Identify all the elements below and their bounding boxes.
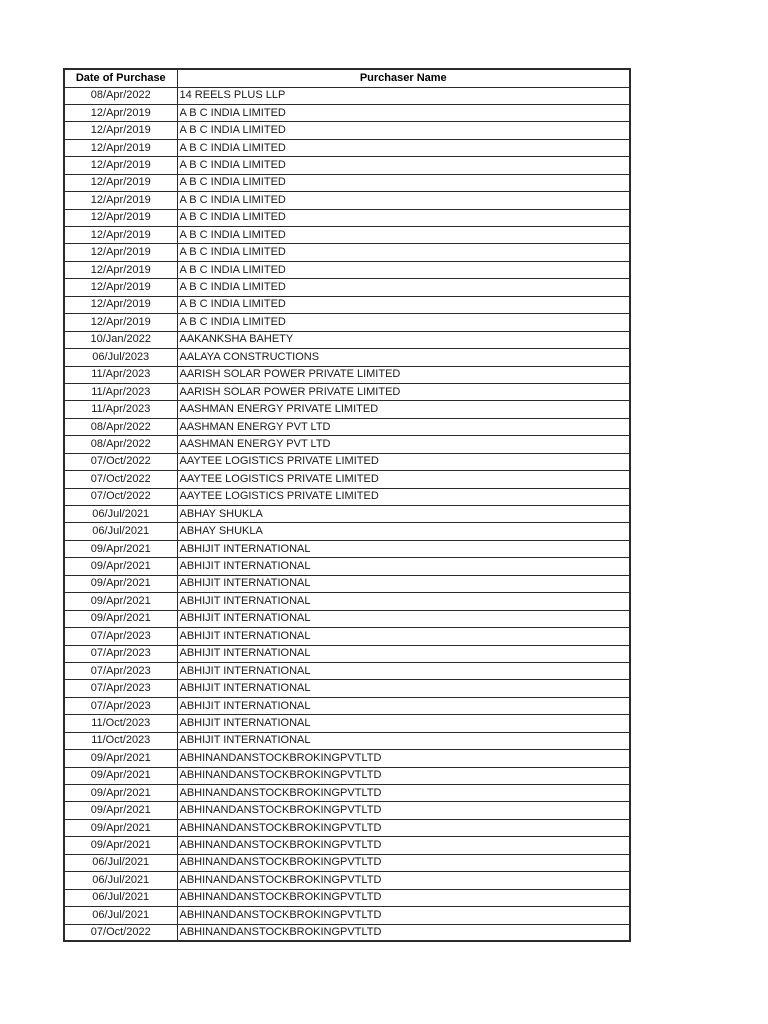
table-row	[64, 872, 630, 889]
table-row	[64, 924, 630, 941]
table-row	[64, 540, 630, 557]
table-row	[64, 697, 630, 714]
purchase-table-header	[64, 69, 630, 87]
date-of-purchase-cell: 12/Apr/2019	[64, 314, 177, 331]
date-of-purchase-cell: 09/Apr/2021	[64, 558, 177, 575]
table-row	[64, 436, 630, 453]
table-row	[64, 122, 630, 139]
table-row	[64, 715, 630, 732]
table-row	[64, 296, 630, 313]
table-row	[64, 558, 630, 575]
table-row	[64, 680, 630, 697]
table-row	[64, 279, 630, 296]
purchaser-name-cell: AARISH SOLAR POWER PRIVATE LIMITED	[177, 383, 630, 400]
purchaser-name-cell: ABHINANDANSTOCKBROKINGPVTLTD	[177, 872, 630, 889]
purchaser-name-cell: AAYTEE LOGISTICS PRIVATE LIMITED	[177, 453, 630, 470]
purchaser-name-cell: ABHINANDANSTOCKBROKINGPVTLTD	[177, 854, 630, 871]
date-of-purchase-cell: 12/Apr/2019	[64, 261, 177, 278]
table-row	[64, 488, 630, 505]
date-of-purchase-cell: 12/Apr/2019	[64, 209, 177, 226]
purchaser-name-cell: AASHMAN ENERGY PVT LTD	[177, 436, 630, 453]
purchaser-name-cell: ABHIJIT INTERNATIONAL	[177, 558, 630, 575]
table-row	[64, 645, 630, 662]
date-of-purchase-cell: 09/Apr/2021	[64, 540, 177, 557]
table-row	[64, 628, 630, 645]
table-row	[64, 837, 630, 854]
header-row	[64, 69, 630, 87]
purchaser-name-cell: ABHIJIT INTERNATIONAL	[177, 575, 630, 592]
purchaser-name-cell: A B C INDIA LIMITED	[177, 122, 630, 139]
purchaser-name-cell: ABHIJIT INTERNATIONAL	[177, 628, 630, 645]
date-of-purchase-cell: 09/Apr/2021	[64, 750, 177, 767]
purchaser-name-cell: ABHIJIT INTERNATIONAL	[177, 645, 630, 662]
date-of-purchase-cell: 11/Oct/2023	[64, 715, 177, 732]
date-of-purchase-cell: 06/Jul/2021	[64, 907, 177, 924]
date-of-purchase-cell: 09/Apr/2021	[64, 610, 177, 627]
purchaser-name-cell: A B C INDIA LIMITED	[177, 279, 630, 296]
purchaser-name-cell: A B C INDIA LIMITED	[177, 104, 630, 121]
date-of-purchase-cell: 12/Apr/2019	[64, 279, 177, 296]
purchaser-name-cell: AAYTEE LOGISTICS PRIVATE LIMITED	[177, 471, 630, 488]
date-of-purchase-cell: 06/Jul/2021	[64, 523, 177, 540]
purchaser-name-cell: A B C INDIA LIMITED	[177, 261, 630, 278]
purchaser-name-cell: AASHMAN ENERGY PRIVATE LIMITED	[177, 401, 630, 418]
date-of-purchase-cell: 07/Oct/2022	[64, 453, 177, 470]
table-row	[64, 174, 630, 191]
purchaser-name-cell: A B C INDIA LIMITED	[177, 139, 630, 156]
date-of-purchase-cell: 06/Jul/2021	[64, 506, 177, 523]
table-row	[64, 802, 630, 819]
purchaser-name-cell: AARISH SOLAR POWER PRIVATE LIMITED	[177, 366, 630, 383]
date-of-purchase-cell: 12/Apr/2019	[64, 244, 177, 261]
purchaser-name-cell: A B C INDIA LIMITED	[177, 227, 630, 244]
purchaser-name-cell: ABHINANDANSTOCKBROKINGPVTLTD	[177, 907, 630, 924]
purchaser-name-cell: AAKANKSHA BAHETY	[177, 331, 630, 348]
table-row	[64, 732, 630, 749]
table-row	[64, 593, 630, 610]
table-row	[64, 418, 630, 435]
table-row	[64, 104, 630, 121]
table-row	[64, 314, 630, 331]
purchaser-name-cell: A B C INDIA LIMITED	[177, 296, 630, 313]
purchaser-name-cell: ABHINANDANSTOCKBROKINGPVTLTD	[177, 802, 630, 819]
purchaser-name-cell: A B C INDIA LIMITED	[177, 174, 630, 191]
date-of-purchase-cell: 08/Apr/2022	[64, 418, 177, 435]
date-of-purchase-cell: 08/Apr/2022	[64, 87, 177, 104]
table-row	[64, 523, 630, 540]
date-of-purchase-cell: 12/Apr/2019	[64, 139, 177, 156]
date-of-purchase-cell: 12/Apr/2019	[64, 104, 177, 121]
purchaser-name-cell: ABHAY SHUKLA	[177, 506, 630, 523]
purchaser-name-cell: A B C INDIA LIMITED	[177, 209, 630, 226]
table-row	[64, 227, 630, 244]
purchaser-name-cell: ABHINANDANSTOCKBROKINGPVTLTD	[177, 785, 630, 802]
date-of-purchase-cell: 09/Apr/2021	[64, 785, 177, 802]
purchaser-name-cell: ABHIJIT INTERNATIONAL	[177, 593, 630, 610]
purchaser-name-cell: ABHAY SHUKLA	[177, 523, 630, 540]
column-header-date-of-purchase: Date of Purchase	[64, 69, 177, 87]
table-row	[64, 453, 630, 470]
date-of-purchase-cell: 07/Apr/2023	[64, 662, 177, 679]
date-of-purchase-cell: 09/Apr/2021	[64, 767, 177, 784]
date-of-purchase-cell: 11/Apr/2023	[64, 366, 177, 383]
date-of-purchase-cell: 09/Apr/2021	[64, 575, 177, 592]
table-row	[64, 610, 630, 627]
date-of-purchase-cell: 06/Jul/2021	[64, 889, 177, 906]
date-of-purchase-cell: 12/Apr/2019	[64, 227, 177, 244]
purchaser-name-cell: A B C INDIA LIMITED	[177, 244, 630, 261]
purchaser-name-cell: ABHIJIT INTERNATIONAL	[177, 662, 630, 679]
table-row	[64, 157, 630, 174]
purchase-table-body	[64, 87, 630, 941]
purchaser-name-cell: AAYTEE LOGISTICS PRIVATE LIMITED	[177, 488, 630, 505]
table-row	[64, 209, 630, 226]
table-row	[64, 401, 630, 418]
table-row	[64, 854, 630, 871]
date-of-purchase-cell: 06/Jul/2021	[64, 854, 177, 871]
table-row	[64, 383, 630, 400]
table-row	[64, 261, 630, 278]
purchaser-name-cell: ABHINANDANSTOCKBROKINGPVTLTD	[177, 924, 630, 941]
date-of-purchase-cell: 09/Apr/2021	[64, 837, 177, 854]
table-row	[64, 471, 630, 488]
purchaser-name-cell: ABHIJIT INTERNATIONAL	[177, 732, 630, 749]
table-row	[64, 244, 630, 261]
date-of-purchase-cell: 07/Apr/2023	[64, 645, 177, 662]
column-header-purchaser-name: Purchaser Name	[177, 69, 630, 87]
purchaser-name-cell: A B C INDIA LIMITED	[177, 314, 630, 331]
table-row	[64, 575, 630, 592]
date-of-purchase-cell: 07/Apr/2023	[64, 697, 177, 714]
purchaser-name-cell: AALAYA CONSTRUCTIONS	[177, 349, 630, 366]
table-row	[64, 506, 630, 523]
date-of-purchase-cell: 11/Apr/2023	[64, 383, 177, 400]
table-row	[64, 366, 630, 383]
date-of-purchase-cell: 12/Apr/2019	[64, 157, 177, 174]
purchaser-name-cell: A B C INDIA LIMITED	[177, 192, 630, 209]
table-row	[64, 819, 630, 836]
purchase-table	[63, 68, 631, 942]
purchaser-name-cell: ABHINANDANSTOCKBROKINGPVTLTD	[177, 837, 630, 854]
date-of-purchase-cell: 07/Oct/2022	[64, 488, 177, 505]
table-row	[64, 349, 630, 366]
table-row	[64, 331, 630, 348]
date-of-purchase-cell: 10/Jan/2022	[64, 331, 177, 348]
table-row	[64, 192, 630, 209]
purchaser-name-cell: ABHINANDANSTOCKBROKINGPVTLTD	[177, 767, 630, 784]
table-row	[64, 889, 630, 906]
table-row	[64, 87, 630, 104]
table-row	[64, 662, 630, 679]
date-of-purchase-cell: 12/Apr/2019	[64, 192, 177, 209]
purchaser-name-cell: ABHIJIT INTERNATIONAL	[177, 697, 630, 714]
date-of-purchase-cell: 06/Jul/2021	[64, 872, 177, 889]
date-of-purchase-cell: 09/Apr/2021	[64, 819, 177, 836]
purchaser-name-cell: 14 REELS PLUS LLP	[177, 87, 630, 104]
table-row	[64, 750, 630, 767]
date-of-purchase-cell: 09/Apr/2021	[64, 802, 177, 819]
table-row	[64, 785, 630, 802]
purchaser-name-cell: ABHIJIT INTERNATIONAL	[177, 540, 630, 557]
purchaser-name-cell: ABHIJIT INTERNATIONAL	[177, 715, 630, 732]
date-of-purchase-cell: 12/Apr/2019	[64, 122, 177, 139]
purchaser-name-cell: A B C INDIA LIMITED	[177, 157, 630, 174]
date-of-purchase-cell: 11/Apr/2023	[64, 401, 177, 418]
purchaser-name-cell: ABHINANDANSTOCKBROKINGPVTLTD	[177, 889, 630, 906]
date-of-purchase-cell: 06/Jul/2023	[64, 349, 177, 366]
date-of-purchase-cell: 08/Apr/2022	[64, 436, 177, 453]
date-of-purchase-cell: 12/Apr/2019	[64, 296, 177, 313]
purchaser-name-cell: ABHIJIT INTERNATIONAL	[177, 680, 630, 697]
table-row	[64, 767, 630, 784]
table-row	[64, 907, 630, 924]
date-of-purchase-cell: 07/Oct/2022	[64, 924, 177, 941]
date-of-purchase-cell: 07/Apr/2023	[64, 680, 177, 697]
date-of-purchase-cell: 09/Apr/2021	[64, 593, 177, 610]
date-of-purchase-cell: 07/Oct/2022	[64, 471, 177, 488]
purchaser-name-cell: ABHINANDANSTOCKBROKINGPVTLTD	[177, 750, 630, 767]
date-of-purchase-cell: 11/Oct/2023	[64, 732, 177, 749]
date-of-purchase-cell: 07/Apr/2023	[64, 628, 177, 645]
table-row	[64, 139, 630, 156]
purchaser-name-cell: ABHIJIT INTERNATIONAL	[177, 610, 630, 627]
purchaser-name-cell: AASHMAN ENERGY PVT LTD	[177, 418, 630, 435]
purchaser-name-cell: ABHINANDANSTOCKBROKINGPVTLTD	[177, 819, 630, 836]
date-of-purchase-cell: 12/Apr/2019	[64, 174, 177, 191]
